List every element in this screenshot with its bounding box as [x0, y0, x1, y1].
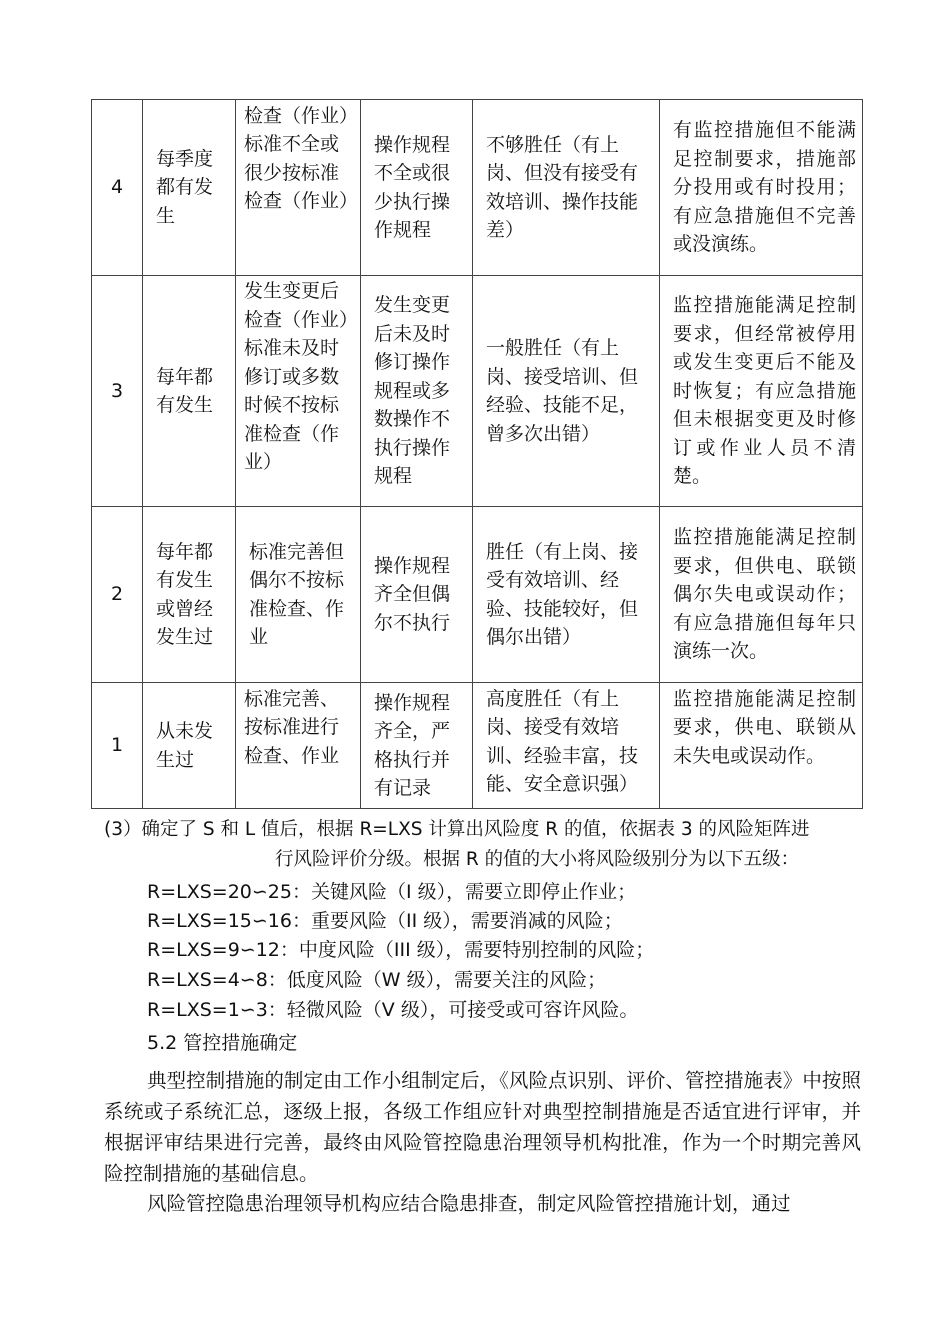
frequency-cell: 每年都有发生 [143, 276, 236, 507]
operating-procedures-cell: 发生变更后未及时修订操作规程或多数操作不执行操作规程 [361, 276, 473, 507]
level-cell: 2 [92, 507, 143, 683]
risk-level-item: R=LXS=4∽8：低度风险（W 级），需要关注的风险； [147, 969, 607, 991]
risk-level-item: R=LXS=1∽3：轻微风险（V 级），可接受或可容许风险。 [147, 999, 639, 1021]
frequency-cell: 每季度都有发生 [143, 100, 236, 276]
table-row [92, 683, 863, 809]
operating-procedures-cell: 操作规程齐全但偶尔不执行 [361, 507, 473, 683]
risk-level-item: R=LXS=15∽16：重要风险（II 级），需要消减的风险； [147, 910, 623, 932]
personnel-competence-cell: 高度胜任（有上岗、接受有效培训、经验丰富，技能、安全意识强） [473, 683, 660, 809]
paragraph-3-line-1: (3）确定了 S 和 L 值后，根据 R=LXS 计算出风险度 R 的值，依据表 3 的风险矩阵进 [104, 819, 810, 840]
table-row [92, 100, 863, 276]
body-paragraph: 风险管控隐患治理领导机构应结合隐患排查，制定风险管控措施计划，通过 [147, 1192, 791, 1215]
paragraph-3-line-2: 行风险评价分级。根据 R 的值的大小将风险级别分为以下五级： [275, 849, 800, 870]
control-measures-cell: 监控措施能满足控制要求，但供电、联锁偶尔失电或误动作；有应急措施但每年只演练一次。 [660, 507, 863, 683]
table-row [92, 507, 863, 683]
control-measures-cell: 有监控措施但不能满足控制要求，措施部分投用或有时投用；有应急措施但不完善或没演练。 [660, 100, 863, 276]
level-cell: 3 [92, 276, 143, 507]
inspection-standard-cell: 检查（作业）标准不全或很少按标准检查（作业） [236, 100, 361, 276]
operating-procedures-cell: 操作规程齐全，严格执行并有记录 [361, 683, 473, 809]
operating-procedures-cell: 操作规程不全或很少执行操作规程 [361, 100, 473, 276]
frequency-cell: 每年都有发生或曾经发生过 [143, 507, 236, 683]
inspection-standard-cell: 标准完善但偶尔不按标准检查、作业 [236, 507, 361, 683]
control-measures-cell: 监控措施能满足控制要求，供电、联锁从未失电或误动作。 [660, 683, 863, 809]
section-heading: 5.2 管控措施确定 [147, 1032, 298, 1054]
risk-criteria-table [91, 99, 863, 809]
inspection-standard-cell: 标准完善、按标准进行检查、作业 [236, 683, 361, 809]
risk-level-item: R=LXS=9∽12：中度风险（III 级），需要特别控制的风险； [147, 939, 655, 961]
level-cell: 4 [92, 100, 143, 276]
risk-level-item: R=LXS=20∽25：关键风险（I 级），需要立即停止作业； [147, 881, 637, 903]
personnel-competence-cell: 一般胜任（有上岗、接受培训、但经验、技能不足，曾多次出错） [473, 276, 660, 507]
inspection-standard-cell: 发生变更后检查（作业）标准未及时修订或多数时候不按标准检查（作业） [236, 276, 361, 507]
personnel-competence-cell: 不够胜任（有上岗、但没有接受有效培训、操作技能差） [473, 100, 660, 276]
body-paragraph: 典型控制措施的制定由工作小组制定后，《风险点识别、评价、管控措施表》中按照系统或子系统汇总，逐级上报，各级工作组应针对典型控制措施是否适宜进行评审，并根据评审结果进行完善，最终由风险管控隐患治理领导机构批准，作为一个时期完善风险控制措施的基础信息。 [104, 1069, 861, 1185]
table-row [92, 276, 863, 507]
level-cell: 1 [92, 683, 143, 809]
control-measures-cell: 监控措施能满足控制要求，但经常被停用或发生变更后不能及时恢复；有应急措施但未根据变更及时修订或作业人员不清楚。 [660, 276, 863, 507]
personnel-competence-cell: 胜任（有上岗、接受有效培训、经验、技能较好，但偶尔出错） [473, 507, 660, 683]
frequency-cell: 从未发生过 [143, 683, 236, 809]
